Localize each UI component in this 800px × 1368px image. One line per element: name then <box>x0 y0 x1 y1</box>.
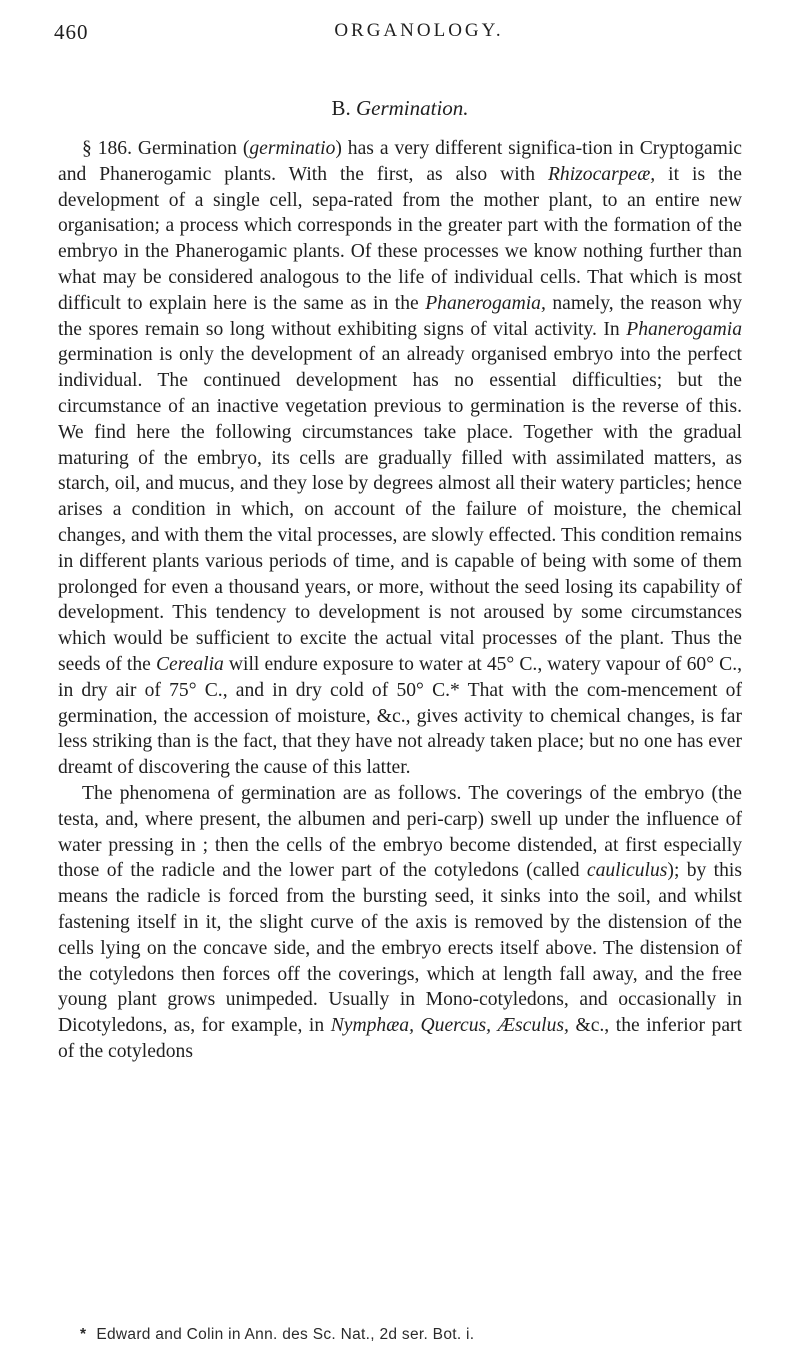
text-run: ); by this means the radicle is forced from the bursting seed, it sinks into the soil, and whilst fastening itself in it, the slight curve of the axis is removed by the distension of the cells lying on the concave side, and the embryo erects itself above. The distension of the cotyledons then forces off the coverings, which at length fall away, and the free young plant grows unimpeded. Usually in Mono-cotyledons, and occasionally in Dicotyledons, as, for example, in <box>58 860 742 1037</box>
text-run: § 186. Germination ( <box>82 138 250 159</box>
section-letter: B. <box>331 96 351 120</box>
paragraph-germination-phenomena <box>58 781 742 1065</box>
text-run: The phenomena of germination are as follows. The coverings of the embryo (the testa, and, where present, the albumen and peri-carp) swell up under the influence of water pressing in ; then the cells of the embryo become distended, at first especially those of the radicle and the lower part of the cotyledons (called <box>58 782 742 882</box>
text-run: it is the development of a single cell, sepa-rated from the mother plant, to an entire new organisation; a process which corresponds in the greater part with the formation of the embryo in the Phanerogamic plants. Of these processes we know nothing further than what may be considered analogous to the life of individual cells. That which is most difficult to explain here is the same as in the <box>58 163 742 314</box>
text-run: namely, the reason why the spores remain so long without exhibiting signs of vital activity. In <box>58 292 742 340</box>
running-head <box>54 20 744 60</box>
body-text <box>58 136 742 1065</box>
italic-text-run: Phanerogamia <box>626 318 742 340</box>
italic-text-run: germinatio <box>249 138 336 159</box>
text-run: germination is only the development of an already organised embryo into the perfect individual. The continued development has no essential difficulties; but the circumstance of an inactive vegetation previous to germination is the reverse of this. We find here the following circumstances take place. Together with the gradual maturing of the embryo, its cells are gradually filled with assimilated matters, as starch, oil, and mucus, and they lose by degrees almost all their watery particles; hence arises a condition in which, on account of the failure of moisture, the chemical changes, and with them the vital processes, are slowly effected. This condition remains in different plants various periods of time, and is capable of being with some of them prolonged for even a thousand years, or more, without the seed losing its capability of development. This tendency to development is not aroused by some circumstances which would be sufficient to excite the actual vital processes of the plant. Thus the seeds of the <box>58 344 742 675</box>
text-run: will endure exposure to water at 45° C., watery vapour of 60° C., in dry air of 75° C., and in dry cold of 50° C.* That with the com-mencement of germination, the accession of moisture, &c., gives activity to chemical changes, is far less striking than is the fact, that they have not already taken place; but no one has ever dreamt of discovering the cause of this latter. <box>58 653 742 779</box>
section-title: Germination. <box>355 96 469 120</box>
italic-text-run: Nymphæa, Quercus, Æsculus, <box>330 1015 569 1037</box>
italic-text-run: Rhizocarpeæ, <box>547 163 656 185</box>
italic-text-run: Cerealia <box>155 653 224 675</box>
page-number: 460 <box>54 20 89 44</box>
footnote-mark: * <box>80 1326 87 1343</box>
text-run: &c., the inferior part of the cotyledons <box>58 1015 742 1062</box>
italic-text-run: cauliculus <box>586 860 668 882</box>
footnote-text: Edward and Colin in Ann. des Sc. Nat., 2d ser. Bot. i. <box>96 1326 475 1343</box>
footnote <box>80 1326 740 1344</box>
italic-text-run: Phanerogamia, <box>425 292 546 314</box>
text-run: ) has a very different significa-tion in Cryptogamic and Phanerogamic plants. With the first, as also with <box>58 138 742 185</box>
running-title: ORGANOLOGY. <box>334 20 504 41</box>
paragraph-186 <box>58 136 742 781</box>
section-heading <box>0 96 800 121</box>
